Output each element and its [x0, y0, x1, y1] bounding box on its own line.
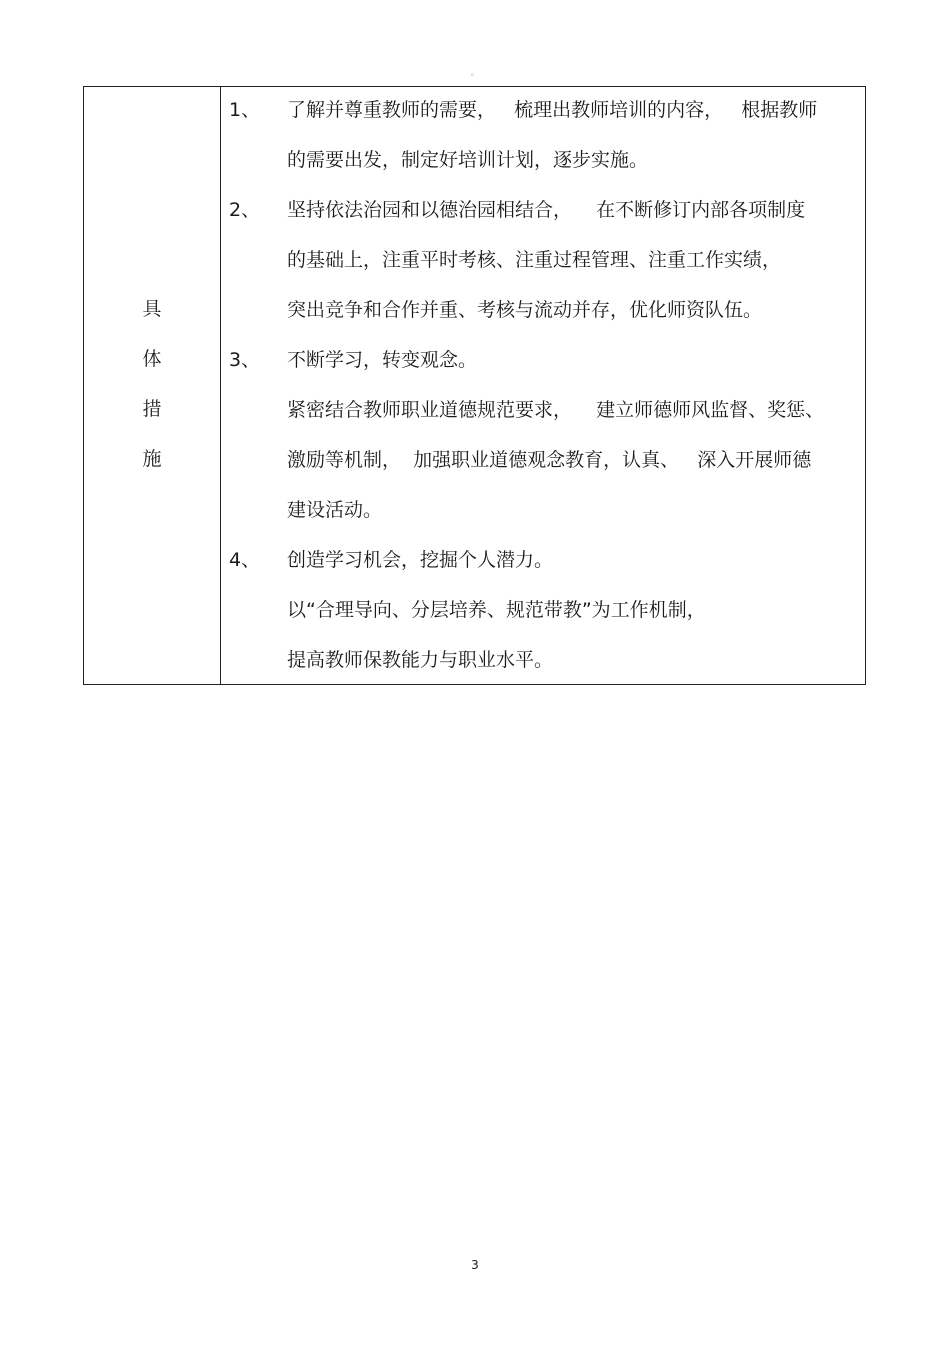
top-mark: 。	[471, 68, 479, 77]
item-line: 的需要出发，制定好培训计划，逐步实施。	[287, 149, 649, 171]
item-number: 3、	[229, 349, 261, 371]
label-column	[84, 87, 221, 684]
item-line: 坚持依法治园和以德治园相结合， 在不断修订内部各项制度	[287, 199, 806, 221]
content-column	[221, 87, 865, 684]
item-line: 建设活动。	[287, 499, 383, 521]
item-line: 的基础上，注重平时考核、注重过程管理、注重工作实绩，	[287, 249, 782, 271]
item-line: 紧密结合教师职业道德规范要求， 建立师德师风监督、奖惩、	[287, 399, 825, 421]
label-char: 措	[142, 398, 162, 420]
item-number: 1、	[229, 99, 261, 121]
item-line: 创造学习机会，挖掘个人潜力。	[287, 549, 554, 571]
page-number: 3	[471, 1258, 479, 1272]
item-line: 以“合理导向、分层培养、规范带教”为工作机制，	[287, 599, 706, 621]
item-number: 4、	[229, 549, 261, 571]
item-line: 不断学习，转变观念。	[287, 349, 478, 371]
item-line: 提高教师保教能力与职业水平。	[287, 649, 554, 671]
label-char: 体	[142, 348, 162, 370]
measures-table	[83, 86, 866, 685]
item-line: 激励等机制， 加强职业道德观念教育，认真、 深入开展师德	[287, 449, 812, 471]
item-line: 了解并尊重教师的需要， 梳理出教师培训的内容， 根据教师	[287, 99, 818, 121]
item-line: 突出竞争和合作并重、考核与流动并存，优化师资队伍。	[287, 299, 763, 321]
label-char: 具	[142, 298, 162, 320]
item-number: 2、	[229, 199, 261, 221]
label-char: 施	[142, 448, 162, 470]
